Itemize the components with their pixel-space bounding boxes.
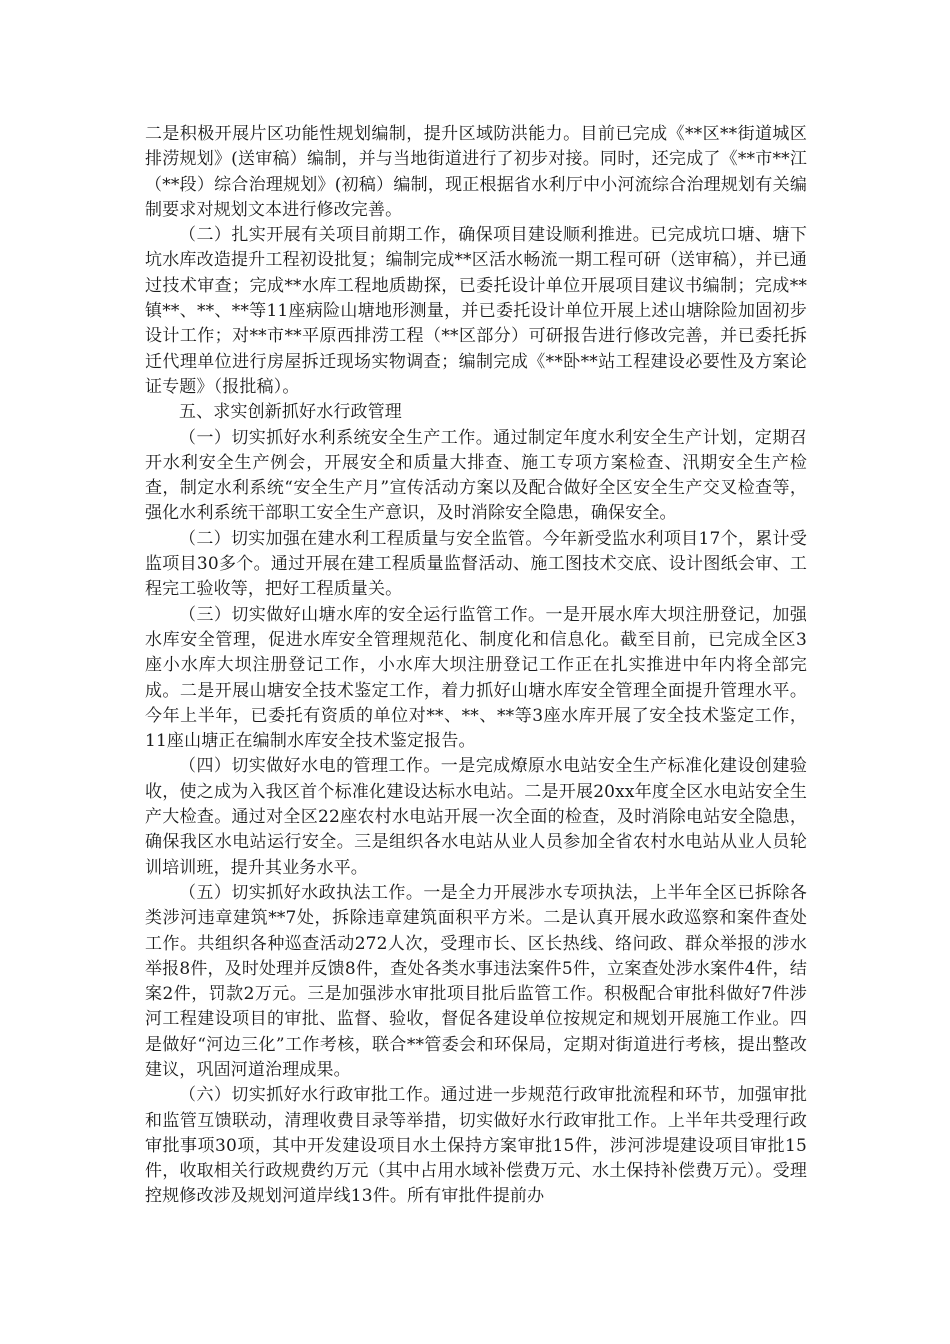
paragraph-safety-production: （一）切实抓好水利系统安全生产工作。通过制定年度水利安全生产计划，定期召开水利安全生产例会，开展安全和质量大排查、施工专项方案检查、汛期安全生产检查，制定水利系统“安全生产月”宣传活动方案以及配合做好全区安全生产交叉检查等，强化水利系统干部职工安全生产意识，及时消除安全隐患，确保安全。	[145, 427, 807, 524]
paragraph-reservoir-safety: （三）切实做好山塘水库的安全运行监管工作。一是开展水库大坝注册登记，加强水库安全管理，促进水库安全管理规范化、制度化和信息化。截至目前，已完成全区3座小水库大坝注册登记工作，小水库大坝注册登记工作正在扎实推进中年内将全部完成。二是开展山塘安全技术鉴定工作，着力抓好山塘水库安全管理全面提升管理水平。今年上半年，已委托有资质的单位对**、**、**等3座水库开展了安全技术鉴定工作，11座山塘正在编制水库安全技术鉴定报告。	[145, 604, 807, 752]
document-body	[145, 122, 807, 1210]
section-heading-water-administration: 五、求实创新抓好水行政管理	[179, 402, 402, 423]
paragraph-administrative-approval: （六）切实抓好水行政审批工作。通过进一步规范行政审批流程和环节，加强审批和监管互馈联动，清理收费目录等举措，切实做好水行政审批工作。上半年共受理行政审批事项30项，其中开发建设项目水土保持方案审批15件，涉河涉堤建设项目审批15件，收取相关行政规费约万元（其中占用水域补偿费万元、水土保持补偿费万元）。受理控规修改涉及规划河道岸线13件。所有审批件提前办	[145, 1085, 807, 1207]
paragraph-quality-supervision: （二）切实加强在建水利工程质量与安全监管。今年新受监水利项目17个，累计受监项目30多个。通过开展在建工程质量监督活动、施工图技术交底、设计图纸会审、工程完工验收等，把好工程质量关。	[145, 528, 807, 600]
paragraph-planning: 二是积极开展片区功能性规划编制，提升区域防洪能力。目前已完成《**区**街道城区排涝规划》(送审稿）编制，并与当地街道进行了初步对接。同时，还完成了《**市**江（**段）综合治理规划》(初稿）编制，现正根据省水利厅中小河流综合治理规划有关编制要求对规划文本进行修改完善。	[145, 124, 807, 220]
paragraph-water-law-enforcement: （五）切实抓好水政执法工作。一是全力开展涉水专项执法，上半年全区已拆除各类涉河违章建筑**7处，拆除违章建筑面积平方米。二是认真开展水政巡察和案件查处工作。共组织各种巡查活动272人次，受理市长、区长热线、络问政、群众举报的涉水举报8件，及时处理并反馈8件，查处各类水事违法案件5件，立案查处涉水案件4件，结案2件，罚款2万元。三是加强涉水审批项目批后监管工作。积极配合审批科做好7件涉河工程建设项目的审批、监督、验收，督促各建设单位按规定和规划开展施工作业。四是做好“河边三化”工作考核，联合**管委会和环保局，定期对街道进行考核，提出整改建议，巩固河道治理成果。	[145, 882, 807, 1080]
paragraph-project-preparation: （二）扎实开展有关项目前期工作，确保项目建设顺利推进。已完成坑口塘、塘下坑水库改造提升工程初设批复；编制完成**区活水畅流一期工程可研（送审稿），并已通过技术审查；完成**水库工程地质勘探，已委托设计单位开展项目建议书编制；完成**镇**、**、**等11座病险山塘地形测量，并已委托设计单位开展上述山塘除险加固初步设计工作；对**市**平原西排涝工程（**区部分）可研报告进行修改完善，并已委托拆迁代理单位进行房屋拆迁现场实物调查；编制完成《**卧**站工程建设必要性及方案论证专题》（报批稿）。	[145, 225, 807, 397]
paragraph-hydropower-management: （四）切实做好水电的管理工作。一是完成燎原水电站安全生产标准化建设创建验收，使之成为入我区首个标准化建设达标水电站。二是开展20xx年度全区水电站安全生产大检查。通过对全区22座农村水电站开展一次全面的检查，及时消除电站安全隐患，确保我区水电站运行安全。三是组织各水电站从业人员参加全省农村水电站从业人员轮训培训班，提升其业务水平。	[145, 756, 807, 878]
